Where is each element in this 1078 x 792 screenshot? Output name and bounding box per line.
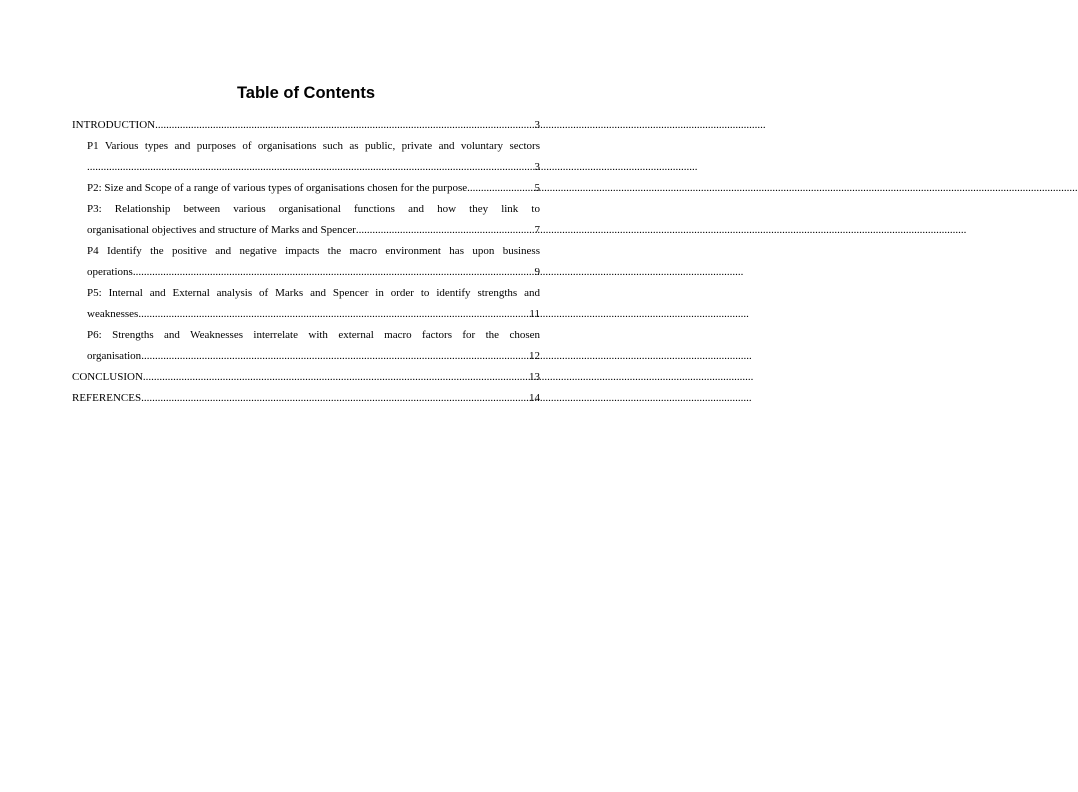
toc-entry-p4[interactable]	[72, 241, 540, 283]
toc-entry-label: P6: Strengths and Weaknesses interrelate with external macro factors for the chosen	[87, 329, 540, 341]
toc-page-number: 11	[529, 308, 540, 320]
toc-entry-references[interactable]	[72, 388, 540, 409]
toc-page-number: 14	[529, 392, 540, 404]
dot-leader	[87, 157, 535, 178]
toc-entry-p6[interactable]	[72, 325, 540, 367]
dot-leader	[141, 388, 529, 409]
toc-entry-label-continued: weaknesses	[87, 308, 139, 320]
dot-leader	[138, 304, 529, 325]
toc-title: Table of Contents	[236, 84, 376, 102]
dot-leader	[143, 367, 529, 388]
dot-leader	[356, 220, 535, 241]
toc-page-number: 13	[529, 371, 540, 383]
toc-page-number: 3	[534, 119, 540, 131]
toc-entry-label: REFERENCES	[72, 392, 142, 404]
toc-entry-label: P4 Identify the positive and negative impacts the macro environment has upon business	[87, 245, 540, 257]
toc-entry-label: P1 Various types and purposes of organisations such as public, private and voluntary sectors	[87, 140, 540, 152]
dot-leader	[467, 178, 534, 199]
toc-entry-p5[interactable]	[72, 283, 540, 325]
toc-entry-label-continued: organisation	[87, 350, 142, 362]
toc-entry-label: P2: Size and Scope of a range of various types of organisations chosen for the purpose	[87, 182, 468, 194]
toc-entry-label: P5: Internal and External analysis of Marks and Spencer in order to identify strengths and	[87, 287, 540, 299]
toc-page-number: 7	[534, 224, 540, 236]
dot-leader	[141, 346, 529, 367]
toc-entry-introduction[interactable]	[72, 115, 540, 136]
toc-entry-p1[interactable]	[72, 136, 540, 178]
toc-entry-conclusion[interactable]	[72, 367, 540, 388]
toc-entry-p3[interactable]	[72, 199, 540, 241]
table-of-contents	[72, 115, 540, 409]
toc-page-number: 9	[534, 266, 540, 278]
toc-entry-label-continued: organisational objectives and structure of Marks and Spencer	[87, 224, 356, 236]
toc-page-number: 3	[534, 161, 540, 173]
toc-entry-p2[interactable]	[72, 178, 540, 199]
toc-page-number: 12	[529, 350, 540, 362]
dot-leader	[133, 262, 535, 283]
dot-leader	[155, 115, 534, 136]
toc-entry-label: P3: Relationship between various organisational functions and how they link to	[87, 203, 540, 215]
toc-page-number: 5	[534, 182, 540, 194]
toc-entry-label-continued: operations	[87, 266, 133, 278]
toc-entry-label: INTRODUCTION	[72, 119, 156, 131]
toc-entry-label: CONCLUSION	[72, 371, 143, 383]
